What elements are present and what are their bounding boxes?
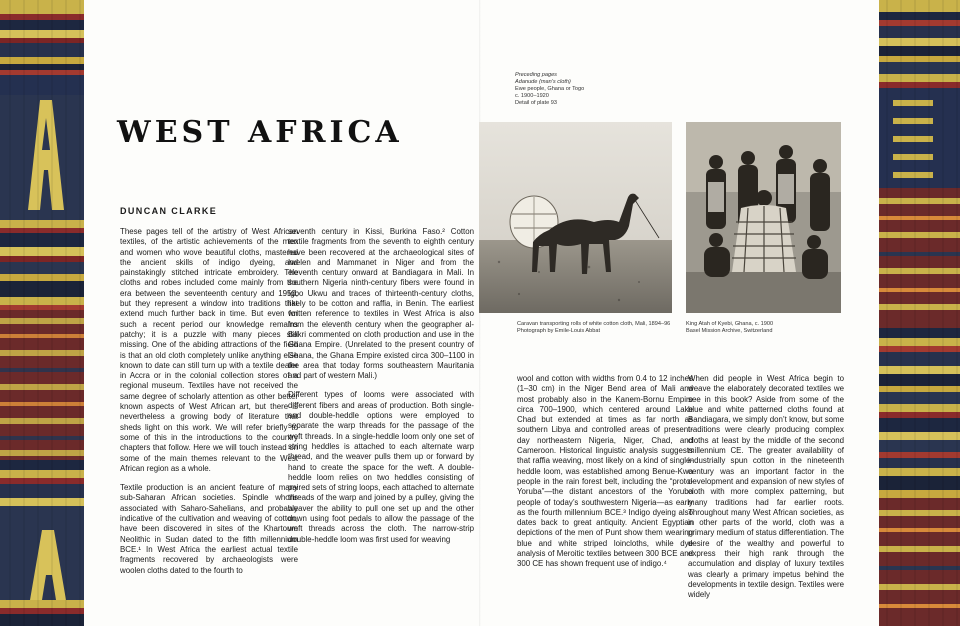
text-column-2 [288, 227, 474, 554]
left-textile-detail [0, 0, 84, 626]
caption-object: Adanude (man’s cloth) [515, 79, 571, 85]
text-column-1 [120, 227, 298, 585]
caption-line: Basel Mission Archive, Switzerland [686, 328, 773, 334]
text-column-4 [688, 374, 844, 610]
paragraph: These pages tell of the artistry of West African textiles, of the artistic achievements of the men and women who wove beautiful cloths, mastered the ancient skills of indigo dyeing, and painstakingly stitched intricate embroidery. The cloths and robes included come mainly from the era between the seventeenth century and 1950, but they represent a window into traditions that extend much further back in time. But even for such a recent period our knowledge remains patchy; it is a puzzle with many pieces still missing. One of the abiding attractions of the field is that an old cloth completely unlike anything else known to date can still turn up with a textile dealer in Accra or in the colonial collection stores of a regional museum. Textiles have not received the same degree of scholarly attention as other better known aspects of West African art, but there is nevertheless a growing body of literature that sheds light on this work. We will refer briefly to some of this in the introductions to the country chapters that follow. Here we will touch instead on some of the main themes relevant to the West African region as a whole. [120, 227, 298, 473]
right-textile-detail [879, 0, 960, 626]
text-column-3 [517, 374, 693, 579]
caption-line: Photograph by Emile-Louis Abbat [517, 328, 601, 334]
caption-line: King Atah of Kyebi, Ghana, c. 1900 [686, 321, 774, 327]
chapter-title: WEST AFRICA [117, 115, 403, 150]
paragraph: seventh century in Kissi, Burkina Faso.² Cotton textile fragments from the seventh to eighth century have been recovered at the archaeological sites of Iwelen and Mammanet in Niger and from the eleventh century onward at Bandiagara in Mali. In southern Nigeria ninth-century fibers were found in Igbo Ukwu and traces of thirteenth-century cloths, likely to be cotton and raffia, in Benin. The earliest written reference to textiles in West Africa is also from the eleventh century when the geographer al-Bakri commented on cloth production and use in the Ghana Empire. (Unrelated to the present country of Ghana, the Ghana Empire existed circa 300–1100 in the area that today forms southeastern Mauritania and part of western Mali.) [288, 227, 474, 381]
king-atah-photo-caption [686, 321, 846, 335]
king-atah-photo [686, 122, 841, 313]
preceding-pages-caption [515, 72, 584, 107]
caravan-photo [479, 122, 672, 313]
caption-date: c. 1900–1920 [515, 93, 549, 99]
paragraph: When did people in West Africa begin to weave the elaborately decorated textiles we see in this book? Aside from some of the blue and white patterned cloths found at Bandiagara, we simply don’t know, but some traditions were clearly producing complex cloths at least by the middle of the second millennium CE. The greater availability of industrially spun cotton in the nineteenth century was an important factor in the development and expansion of new styles of cloth with more complex patterning, but many traditions had far earlier roots. Throughout many West African societies, as in other parts of the world, cloth was a primary medium of status differentiation. The desire of the wealthy and powerful to express their high rank through the accumulation and display of luxury textiles was clearly a primary impetus behind the developments in textile design. Textiles were widely [688, 374, 844, 600]
paragraph: Different types of looms were associated with different fibers and areas of production. Both single- and double-heddle options were employed to separate the warp threads for the passage of the weft threads. In a single-heddle loom only one set of string heddles is attached to each alternate warp thread, and the weaver pulls them up or forward by hand to create the space for the weft. A double-heddle loom relies on two heddles consisting of paired sets of string loops, each attached to alternate threads of the warp and joined by a pulley, giving the weaver the ability to pull one set up and the other down using foot pedals to allow the passage of the weft threads across the cloth. The narrow-strip double-heddle loom was first used for weaving [288, 390, 474, 544]
book-spread [84, 0, 879, 626]
paragraph: wool and cotton with widths from 0.4 to 12 inches (1–30 cm) in the Niger Bend area of Mali and most probably also in the Kanem-Bornu Empire circa 700–1900, which centered around Lake Chad but extended at times as far north as southern Libya and controlled areas of present-day northeastern Nigeria, Niger, Chad, and Cameroon. Historical linguistic analysis suggests that raffia weaving, most likely on a kind of single-heddle loom, was established among Benue-Kwa people in the rain forest belt, including the “proto-Yoruba”—the distant ancestors of the Yoruba people of today’s southwestern Nigeria—as early as the fourth millennium BCE.³ Indigo dyeing also dates back to great antiquity. Ancient Egyptian depictions of the men of Punt show them wearing blue and white striped loincloths, while dye analysis of Meroitic textiles between 300 BCE and 300 CE has shown frequent use of indigo.⁴ [517, 374, 693, 569]
author-name: DUNCAN CLARKE [120, 206, 218, 216]
caption-detail: Detail of plate 93 [515, 100, 557, 106]
gutter [479, 0, 481, 626]
paragraph: Textile production is an ancient feature of many sub-Saharan African societies. Spindle whorls associated with Saharo-Sahelians, and probably indicative of the cultivation and weaving of cotton, have been discovered in sites of the Khartoum Neolithic in Sudan dated to the fifth millennium BCE.¹ In West Africa the earliest actual textile fragments recovered by archaeologists were woolen cloths dated to the fourth to [120, 483, 298, 575]
caption-people: Ewe people, Ghana or Togo [515, 86, 585, 92]
caption-label: Preceding pages [515, 72, 557, 78]
caption-line: Caravan transporting rolls of white cotton cloth, Mali, 1894–96 [517, 321, 671, 327]
